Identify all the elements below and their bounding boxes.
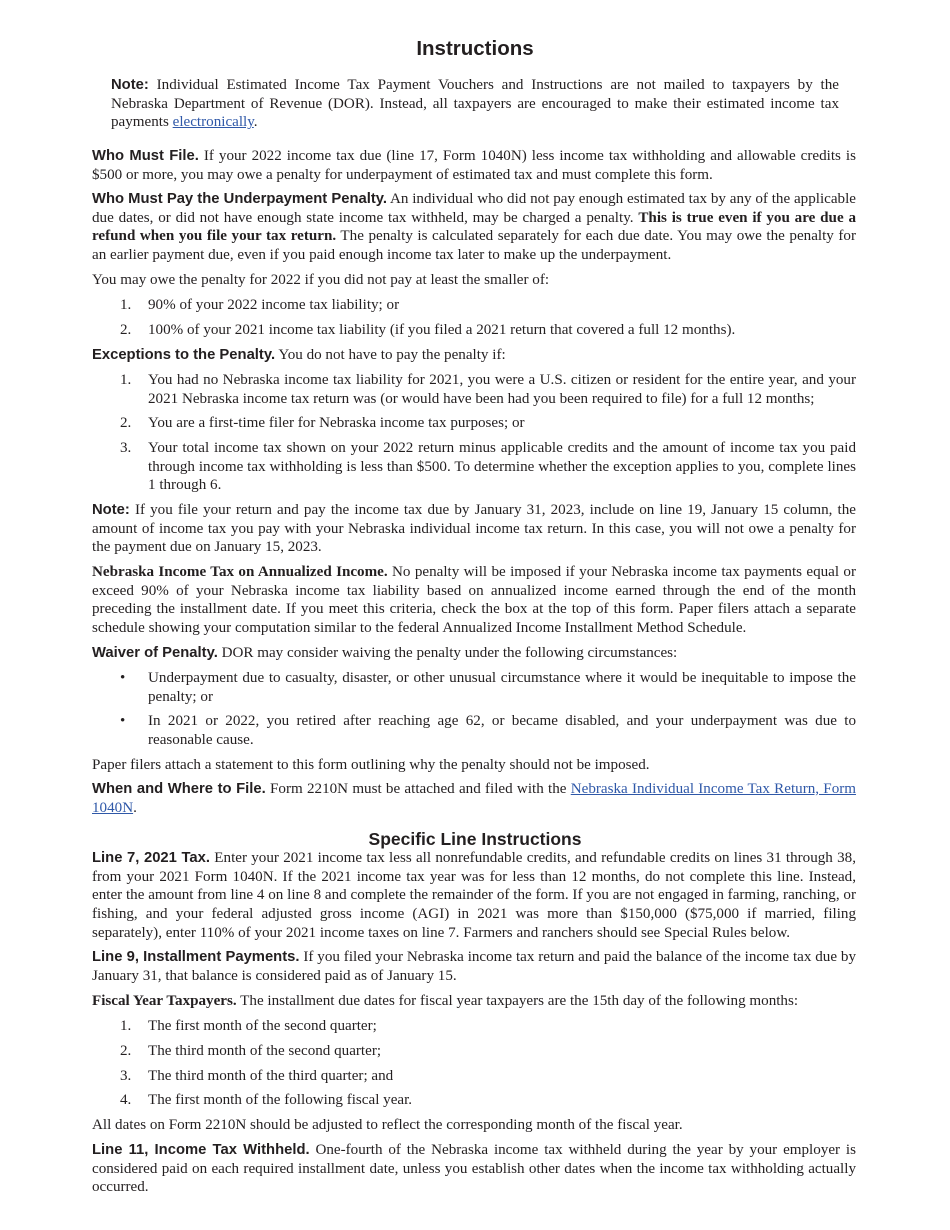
list-number: 2. bbox=[120, 322, 132, 338]
list-text: The first month of the second quarter; bbox=[148, 1018, 377, 1034]
who-must-pay-label: Who Must Pay the Underpayment Penalty. bbox=[92, 191, 388, 207]
exceptions-label: Exceptions to the Penalty. bbox=[92, 347, 276, 363]
list-number: 1. bbox=[120, 297, 132, 313]
exceptions-text: You do not have to pay the penalty if: bbox=[278, 347, 506, 363]
list-number: 2. bbox=[120, 415, 132, 431]
line7-paragraph bbox=[92, 849, 856, 943]
line11-text: One-fourth of the Nebraska income tax withheld during the year by your employer is considered paid on each required installment date, unless you establish other dates when the income tax withholding actually occurred. bbox=[92, 1142, 856, 1196]
list-text: You had no Nebraska income tax liability for 2021, you were a U.S. citizen or resident for the entire year, and your 2021 Nebraska income tax return was (or would have been had you been required to file) for a full 12 months; bbox=[148, 372, 856, 407]
electronically-link[interactable]: electronically bbox=[172, 114, 254, 131]
line11-label: Line 11, Income Tax Withheld. bbox=[92, 1142, 310, 1158]
list-item bbox=[92, 669, 856, 706]
waiver-after-paragraph: Paper filers attach a statement to this form outlining why the penalty should not be imposed. bbox=[92, 757, 650, 773]
list-number: 3. bbox=[120, 1068, 132, 1084]
line9-paragraph bbox=[92, 948, 856, 985]
who-must-pay-bold: This is true even if you are due a refund when you file your tax return. bbox=[92, 209, 856, 245]
list-item bbox=[92, 439, 856, 495]
list-text: The first month of the following fiscal year. bbox=[148, 1092, 413, 1108]
who-must-pay-text2: The penalty is calculated separately for each due date. You may owe the penalty for an earlier payment due, even if you paid enough income tax later to make up the underpayment. bbox=[92, 228, 856, 264]
who-must-file-paragraph bbox=[92, 147, 856, 184]
fiscal-after-paragraph: All dates on Form 2210N should be adjusted to reflect the corresponding month of the fiscal year. bbox=[92, 1117, 683, 1133]
line11-paragraph bbox=[92, 1141, 856, 1197]
list-text: 100% of your 2021 income tax liability (if you filed a 2021 return that covered a full 12 months). bbox=[148, 322, 736, 338]
waiver-paragraph bbox=[92, 644, 856, 663]
who-must-pay-text1: An individual who did not pay enough estimated tax by any of the applicable due dates, or did not have enough state income tax withheld, may be charged a penalty. bbox=[92, 191, 856, 226]
when-where-end: . bbox=[133, 799, 137, 816]
list-text: You are a first-time filer for Nebraska income tax purposes; or bbox=[148, 415, 525, 431]
list-number: 2. bbox=[120, 1043, 132, 1059]
when-where-paragraph bbox=[92, 780, 856, 817]
page-title: Instructions bbox=[416, 37, 534, 60]
waiver-label: Waiver of Penalty. bbox=[92, 645, 218, 661]
line7-label: Line 7, 2021 Tax. bbox=[92, 850, 211, 866]
list-number: 1. bbox=[120, 372, 132, 388]
may-owe-paragraph: You may owe the penalty for 2022 if you did not pay at least the smaller of: bbox=[92, 272, 550, 288]
note2-paragraph bbox=[92, 501, 856, 557]
annualized-label: Nebraska Income Tax on Annualized Income. bbox=[92, 564, 388, 580]
fiscal-text: The installment due dates for fiscal year taxpayers are the 15th day of the following months: bbox=[240, 993, 799, 1009]
list-item bbox=[92, 1042, 856, 1061]
bullet: • bbox=[120, 713, 126, 729]
list-number: 1. bbox=[120, 1018, 132, 1034]
list-text: Underpayment due to casualty, disaster, or other unusual circumstance where it would be inequitable to impose the penalty; or bbox=[148, 670, 856, 705]
list-item bbox=[92, 371, 856, 408]
note-label: Note: bbox=[111, 77, 149, 93]
list-text: The third month of the second quarter; bbox=[148, 1043, 382, 1059]
fiscal-paragraph bbox=[92, 992, 856, 1011]
list-text: Your total income tax shown on your 2022 return minus applicable credits and the amount of income tax you paid through income tax withholding is less than $500. To determine whether the exception applies to you, complete lines 1 through 6. bbox=[148, 440, 856, 494]
list-number: 4. bbox=[120, 1092, 132, 1108]
specific-line-instructions-heading: Specific Line Instructions bbox=[368, 829, 582, 849]
when-where-label: When and Where to File. bbox=[92, 781, 266, 797]
line9-text: If you filed your Nebraska income tax return and paid the balance of the income tax due by January 31, that balance is considered paid as of January 15. bbox=[92, 949, 857, 984]
fiscal-label: Fiscal Year Taxpayers. bbox=[92, 993, 237, 1009]
exceptions-paragraph bbox=[92, 346, 856, 365]
annualized-text: No penalty will be imposed if your Nebraska income tax payments equal or exceed 90% of your Nebraska income tax liability based on annualized income earned through the end of the month preceding the installment date. If you meet this criteria, check the box at the top of this form. Paper filers attach a separate schedule showing your computation similar to the federal Annualized Income Installment Method Schedule. bbox=[92, 564, 856, 637]
who-must-file-text: If your 2022 income tax due (line 17, Form 1040N) less income tax withholding and allowable credits is $500 or more, you may owe a penalty for underpayment of estimated tax and must complete this form. bbox=[92, 148, 856, 183]
bullet: • bbox=[120, 670, 126, 686]
form-1040n-link[interactable]: Nebraska Individual Income Tax Return, Form 1040N bbox=[92, 781, 857, 816]
annualized-paragraph bbox=[92, 563, 856, 638]
list-text: In 2021 or 2022, you retired after reaching age 62, or became disabled, and your underpayment was due to reasonable cause. bbox=[148, 713, 856, 748]
list-text: The third month of the third quarter; and bbox=[148, 1068, 394, 1084]
note2-label: Note: bbox=[92, 502, 130, 518]
note-end: . bbox=[253, 114, 258, 131]
line9-label: Line 9, Installment Payments. bbox=[92, 949, 300, 965]
who-must-pay-paragraph bbox=[92, 190, 856, 265]
who-must-file-label: Who Must File. bbox=[92, 148, 199, 164]
list-item bbox=[92, 414, 856, 433]
note-text: Individual Estimated Income Tax Payment Vouchers and Instructions are not mailed to taxpayers by the Nebraska Department of Revenue (DOR). Instead, all taxpayers are encouraged to make their estimated income tax payments bbox=[111, 77, 839, 131]
list-text: 90% of your 2022 income tax liability; or bbox=[148, 297, 400, 313]
line7-text: Enter your 2021 income tax less all nonrefundable credits, and refundable credits on lines 31 through 38, from your 2021 Form 1040N. If the 2021 income tax year was for less than 12 months, do not complete this line. Instead, enter the amount from line 4 on line 8 and complete the remainder of the form. If you are not engaged in farming, ranching, or fishing, and your federal adjusted gross income (AGI) in 2021 was more than $150,000 ($75,000 if married, filing separately), enter 110% of your 2021 income taxes on line 7. Farmers and ranchers should see Special Rules below. bbox=[92, 850, 856, 941]
waiver-text: DOR may consider waiving the penalty under the following circumstances: bbox=[221, 645, 678, 661]
note-top-paragraph bbox=[111, 76, 839, 132]
list-item bbox=[92, 712, 856, 749]
list-item bbox=[92, 1017, 856, 1036]
list-item bbox=[92, 1067, 856, 1086]
note2-text: If you file your return and pay the income tax due by January 31, 2023, include on line 19, January 15 column, the amount of income tax you pay with your Nebraska individual income tax return. In this case, you will not owe a penalty for the payment due on January 15, 2023. bbox=[92, 502, 856, 556]
list-item bbox=[92, 1091, 856, 1110]
list-item bbox=[92, 296, 856, 315]
list-number: 3. bbox=[120, 440, 132, 456]
when-where-text: Form 2210N must be attached and filed with the bbox=[270, 781, 567, 797]
list-item bbox=[92, 321, 856, 340]
